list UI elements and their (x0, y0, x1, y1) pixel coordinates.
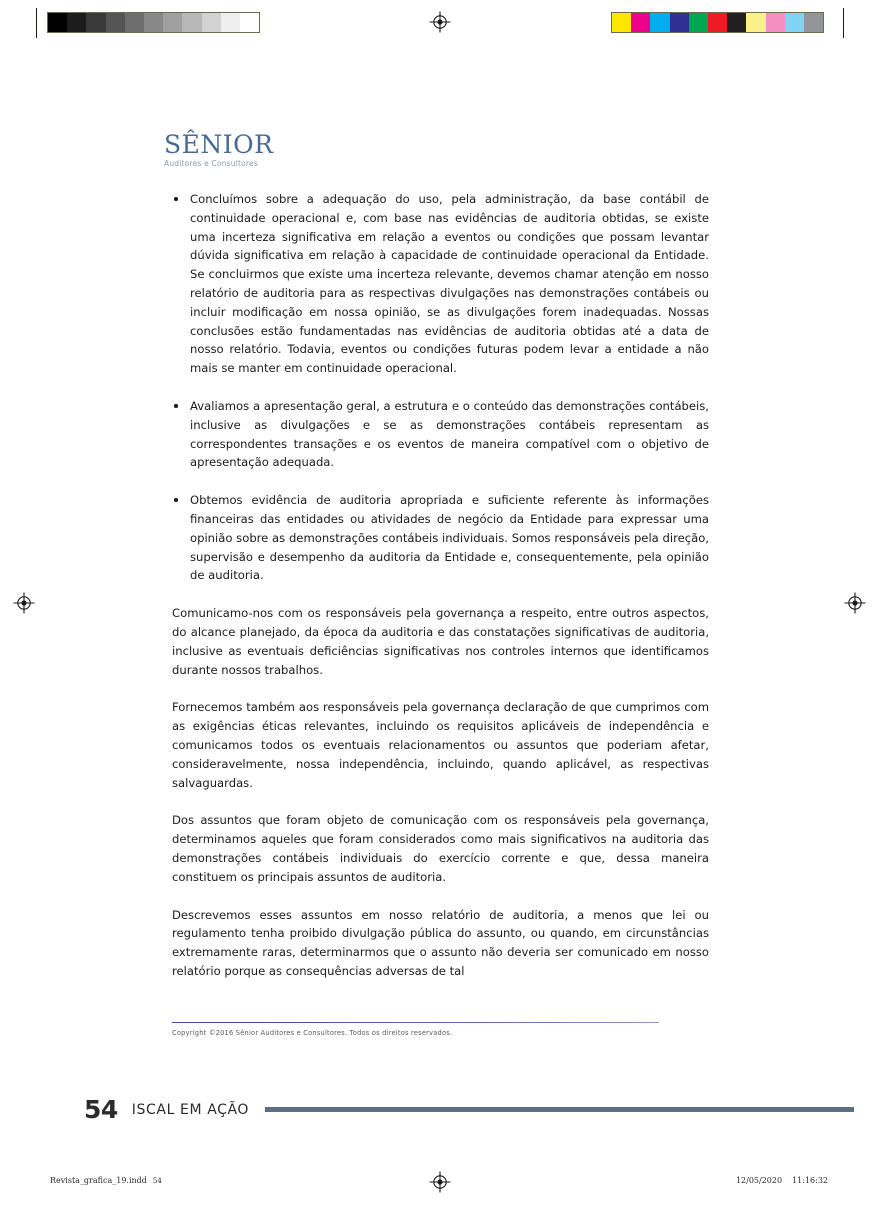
senior-logo (164, 132, 364, 168)
document-body (172, 190, 709, 981)
publication-title: ISCAL EM AÇÃO (131, 1101, 250, 1118)
footer-rule (265, 1107, 854, 1112)
copyright-text: Copyright ©2016 Sênior Auditores e Consultores. Todos os direitos reservados. (172, 1029, 453, 1038)
logo-wordmark: SÊNIOR (164, 130, 274, 159)
print-slug-left (50, 1176, 162, 1185)
list-item: Avaliamos a apresentação geral, a estrutura e o conteúdo das demonstrações contábeis, inclusive as divulgações e se as demonstrações contábeis representam as correspondentes transações e os eventos de maneira compatível com o objetivo de apresentação adequada. (172, 397, 709, 472)
page-number: 54 (84, 1095, 118, 1124)
slug-date: 12/05/2020 (735, 1176, 783, 1185)
slug-page-number: 54 (152, 1177, 162, 1185)
paragraph: Descrevemos esses assuntos em nosso relatório de auditoria, a menos que lei ou regulamento tenha proibido divulgação pública do assunto, ou quando, em circunstâncias extremamente raras, determinarmos que o assunto não deveria ser comunicado em nosso relatório porque as consequências adversas de tal (172, 907, 709, 978)
list-item: Obtemos evidência de auditoria apropriada e suficiente referente às informações financeiras das entidades ou atividades de negócio da Entidade para expressar uma opinião sobre as demonstrações contábeis individuais. Somos responsáveis pela direção, supervisão e desempenho da auditoria da Entidade e, consequentemente, pela opinião de auditoria. (172, 491, 709, 585)
document-copyright-footer (172, 1022, 659, 1037)
slug-time: 11:16:32 (792, 1176, 828, 1185)
print-slug-right (736, 1176, 828, 1185)
paragraph: Dos assuntos que foram objeto de comunicação com os responsáveis pela governança, determinamos aqueles que foram considerados como mais significativos na auditoria das demonstrações contábeis individuais do exercício corrente e que, dessa maneira constituem os principais assuntos de auditoria. (172, 813, 709, 884)
list-item: Concluímos sobre a adequação do uso, pela administração, da base contábil de continuidade operacional e, com base nas evidências de auditoria obtidas, se existe uma incerteza significativa em relação a eventos ou condições que possam levantar dúvida significativa em relação à capacidade de continuidade operacional da Entidade. Se concluirmos que existe uma incerteza relevante, devemos chamar atenção em nosso relatório de auditoria para as respectivas divulgações nas demonstrações contábeis ou incluir modificação em nossa opinião, se as divulgações forem inadequadas. Nossas conclusões estão fundamentadas nas evidências de auditoria obtidas até a data de nosso relatório. Todavia, eventos ou condições futuras podem levar a entidade a não mais se manter em continuidade operacional. (172, 190, 709, 378)
magazine-page-footer (84, 1095, 854, 1124)
paragraph: Fornecemos também aos responsáveis pela governança declaração de que cumprimos com as exigências éticas relevantes, incluindo os requisitos aplicáveis de independência e comunicamos todos os eventuais relacionamentos ou assuntos que poderiam afetar, consideravelmente, nossa independência, incluindo, quando aplicável, as respectivas salvaguardas. (172, 700, 709, 790)
slug-filename: Revista_grafica_19.indd (50, 1176, 147, 1185)
paragraph: Comunicamo-nos com os responsáveis pela governança a respeito, entre outros aspectos, do alcance planejado, da época da auditoria e das constatações significativas de auditoria, inclusive as eventuais deficiências significativas nos controles internos que identificamos durante nossos trabalhos. (172, 606, 709, 677)
logo-tagline: Auditores e Consultores (164, 159, 258, 168)
footer-divider (172, 1022, 659, 1023)
